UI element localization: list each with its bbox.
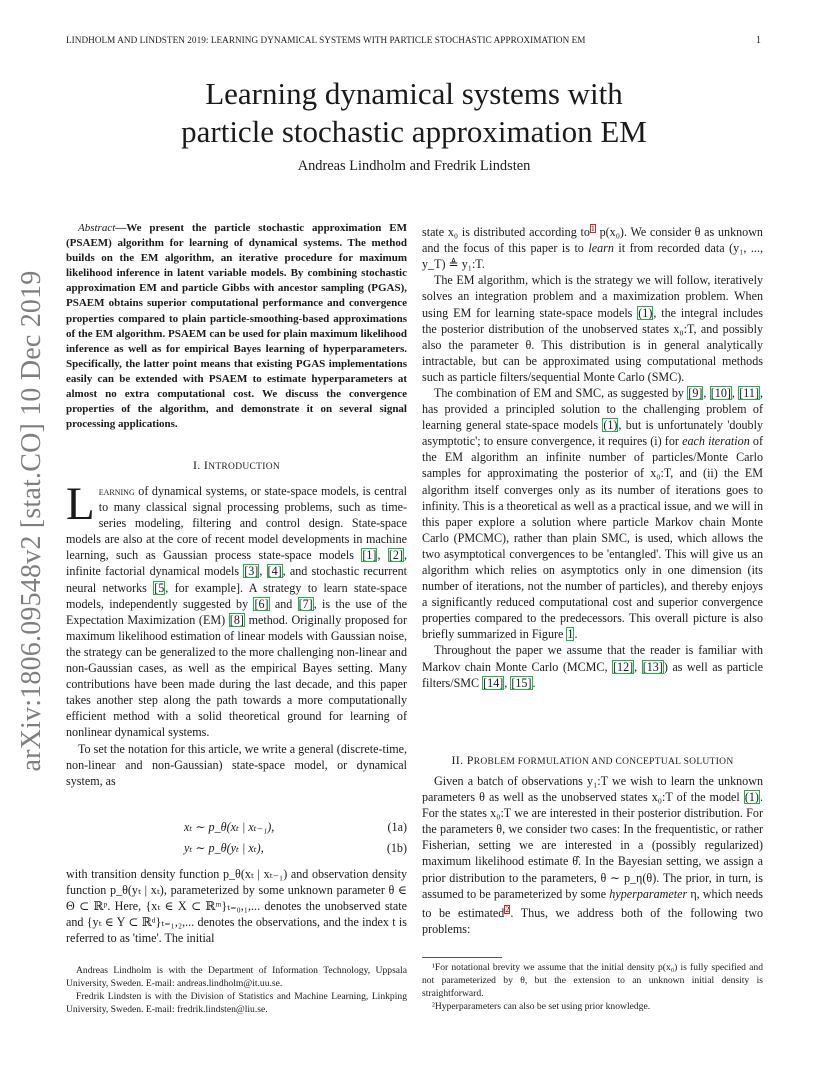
- affiliation-2: Fredrik Lindsten is with the Division of Statistics and Machine Learning, Linkping University, Sweden. E-mail: fredrik.lindsten@liu.se.: [66, 991, 407, 1015]
- abstract: [66, 221, 407, 432]
- citation-link[interactable]: [7]: [298, 596, 313, 611]
- citation-link[interactable]: [12]: [613, 659, 634, 674]
- intro-paragraph-1: Learning of dynamical systems, or state-space models, is central to many classical signal processing problems, such as time-series modeling, filtering and control design. State-space models are also at the core of recent model developments in machine learning, such as Gaussian process state-space models [1], [2], infinite factorial dynamical models [3], [4], and stochastic recurrent neural networks [5, for example]. A strategy to learn state-space models, independently suggested by [6] and [7], is the use of the Expectation Maximization (EM) [8] method. Originally proposed for maximum likelihood estimation of linear models with Gaussian noise, the strategy can be generalized to the more challenging non-linear and non-Gaussian cases, as well as the empirical Bayes setting. Many contributions have been made during the last decade, and this paper takes another step along the path towards a more computationally efficient method with a solid theoretical ground for learning of nonlinear dynamical systems. To set the notation for this article, we write a general (discrete-time, non-linear and non-Gaussian) state-space model, or dynamical system, as: [66, 478, 408, 788]
- citation-link[interactable]: [14]: [483, 675, 504, 690]
- footnote-marker[interactable]: 2: [505, 904, 510, 914]
- citation-link[interactable]: [4]: [267, 564, 282, 579]
- citation-link[interactable]: [11]: [739, 385, 759, 400]
- paper-title: [100, 75, 728, 151]
- figure-link[interactable]: 1: [567, 627, 574, 642]
- footnote-marker[interactable]: 1: [590, 224, 595, 233]
- affiliation-footnotes: [66, 964, 407, 1016]
- equation-link[interactable]: (1): [638, 305, 653, 320]
- citation-link[interactable]: [5: [154, 580, 165, 595]
- citation-link[interactable]: [6]: [254, 596, 269, 611]
- footnotes: [422, 961, 763, 1013]
- problem-formulation-paragraph: Given a batch of observations y₁:T we wish to learn the unknown parameters θ as well as the unobserved states x₀:T of the model (1). For the states x₀:T we are interested in their posterior distribution. For the parameters θ, we consider two cases: In the frequentistic, or rather Fisherian, setting we are interested in a (possibly regularized) maximum likelihood estimate θ̂. In the Bayesian setting, we assign a prior distribution to the parameters, θ ∼ p_η(θ). The prior, in turn, is assumed to be parameterized by some hyperparameter η, which needs to be estimated$^2$. Thus, we address both of the following two problems:: [422, 774, 764, 936]
- drop-cap: L: [66, 478, 95, 530]
- running-head: LINDHOLM AND LINDSTEN 2019: LEARNING DYNAMICAL SYSTEMS WITH PARTICLE STOCHASTIC APPROXIMATION EM: [66, 35, 586, 45]
- citation-link[interactable]: [10]: [710, 385, 731, 400]
- page-number: 1: [756, 35, 761, 46]
- intro-paragraph-3: with transition density function p_θ(xₜ | xₜ₋₁) and observation density function p_θ(yₜ | xₜ), parameterized by some unknown parameter θ ∈ Θ ⊂ ℝᵖ. Here, {xₜ ∈ X ⊂ ℝᵐ}ₜ₌₀,₁,... denotes the unobserved state and {yₜ ∈ Y ⊂ ℝᵈ}ₜ₌₁,₂,... denotes the observations, and the index t is referred to as 'time'. The initial: [66, 867, 407, 946]
- citation-link[interactable]: [15]: [511, 675, 532, 690]
- right-column-body: state x₀ is distributed according to$^1$ p(x₀). We consider θ as unknown and the focus of this paper is to learn it from recorded data (y₁, ..., y_T) ≜ y₁:T. The EM algorithm, which is the strategy we will follow, iteratively solves an integration problem and a maximization problem. When using EM for learning state-space models (1), the integral includes the posterior distribution of the unobserved states x₀:T, and possibly also the parameter θ. This distribution is in general analytically intractable, but can be approximated using computational methods such as particle filters/sequential Monte Carlo (SMC). The combination of EM and SMC, as suggested by [9], [10], [11], has provided a principled solution to the challenging problem of learning general state-space models (1), but is unfortunately 'doubly asymptotic'; to ensure convergence, it requires (i) for each iteration of the EM algorithm an infinite number of particles/Monte Carlo samples for approximating the posterior of x₀:T, and (ii) the EM algorithm itself converges only as its number of iterations goes to infinity. This is a theoretical as well as a practical issue, and we will in this paper explore a solution where particle Markov chain Monte Carlo (PMCMC), rather than plain SMC, is used, which allows the two asymptotical convergences to be 'entangled'. This will give us an algorithm which relies on asymptotics only in one dimension (its number of iterations, not the number of particles), and thereby enjoys a significantly reduced computational cost and superior convergence properties compared to the predecessors. This overall picture is also briefly summarized in Figure 1. Throughout the paper we assume that the reader is familiar with Markov chain Monte Carlo (MCMC, [12], [13]) as well as particle filters/SMC [14], [15].: [422, 224, 764, 690]
- citation-link[interactable]: [1]: [362, 548, 377, 563]
- title-line-2: particle stochastic approximation EM: [181, 114, 647, 149]
- citation-link[interactable]: [13]: [642, 659, 663, 674]
- author-list: Andreas Lindholm and Fredrik Lindsten: [297, 158, 531, 174]
- title-line-1: Learning dynamical systems with: [205, 76, 623, 111]
- equation-tag: (1a): [387, 820, 407, 834]
- equation-link[interactable]: (1): [603, 418, 618, 433]
- abstract-text: —We present the particle stochastic approximation EM (PSAEM) algorithm for learning of dynamical systems. The method builds on the EM algorithm, an iterative procedure for maximum likelihood inference in latent variable models. By combining stochastic approximation EM and particle Gibbs with ancestor sampling (PGAS), PSAEM obtains superior computational performance and convergence properties compared to plain particle-smoothing-based approximations of the EM algorithm. PSAEM can be used for plain maximum likelihood inference as well as for empirical Bayes learning of hyperparameters. Specifically, the latter point means that existing PGAS implementations easily can be extended with PSAEM to estimate hyperparameters at almost no extra computational cost. We discuss the convergence properties of the algorithm, and demonstrate it on several signal processing applications.: [66, 222, 407, 431]
- equation-link[interactable]: (1): [744, 790, 759, 805]
- section-heading-introduction: I. INTRODUCTION: [192, 458, 281, 472]
- footnote-1: ¹For notational brevity we assume that the initial density p(x₀) is fully specified and not parameterized by θ, but the extension to an unknown initial density is straightforward.: [422, 962, 763, 999]
- citation-link[interactable]: [3]: [244, 564, 259, 579]
- footnote-rule: [422, 957, 502, 958]
- equation-tag: (1b): [386, 841, 407, 855]
- arxiv-stamp-text: arXiv:1806.09548v2 [stat.CO] 10 Dec 2019: [16, 270, 47, 772]
- citation-link[interactable]: [9]: [688, 385, 703, 400]
- footnote-2: ²Hyperparameters can also be set using prior knowledge.: [432, 1001, 651, 1012]
- citation-link[interactable]: [8]: [229, 612, 244, 627]
- affiliation-1: Andreas Lindholm is with the Department of Information Technology, Uppsala University, Sweden. E-mail: andreas.lindholm@it.uu.se.: [66, 965, 407, 989]
- citation-link[interactable]: [2]: [388, 548, 403, 563]
- intro-paragraph-2: To set the notation for this article, we write a general (discrete-time, non-linear and non-Gaussian) state-space model, or dynamical system, as: [66, 741, 407, 788]
- abstract-label: Abstract: [78, 222, 116, 234]
- section-heading-problem-formulation: II. PROBLEM FORMULATION AND CONCEPTUAL SOLUTION: [451, 753, 734, 767]
